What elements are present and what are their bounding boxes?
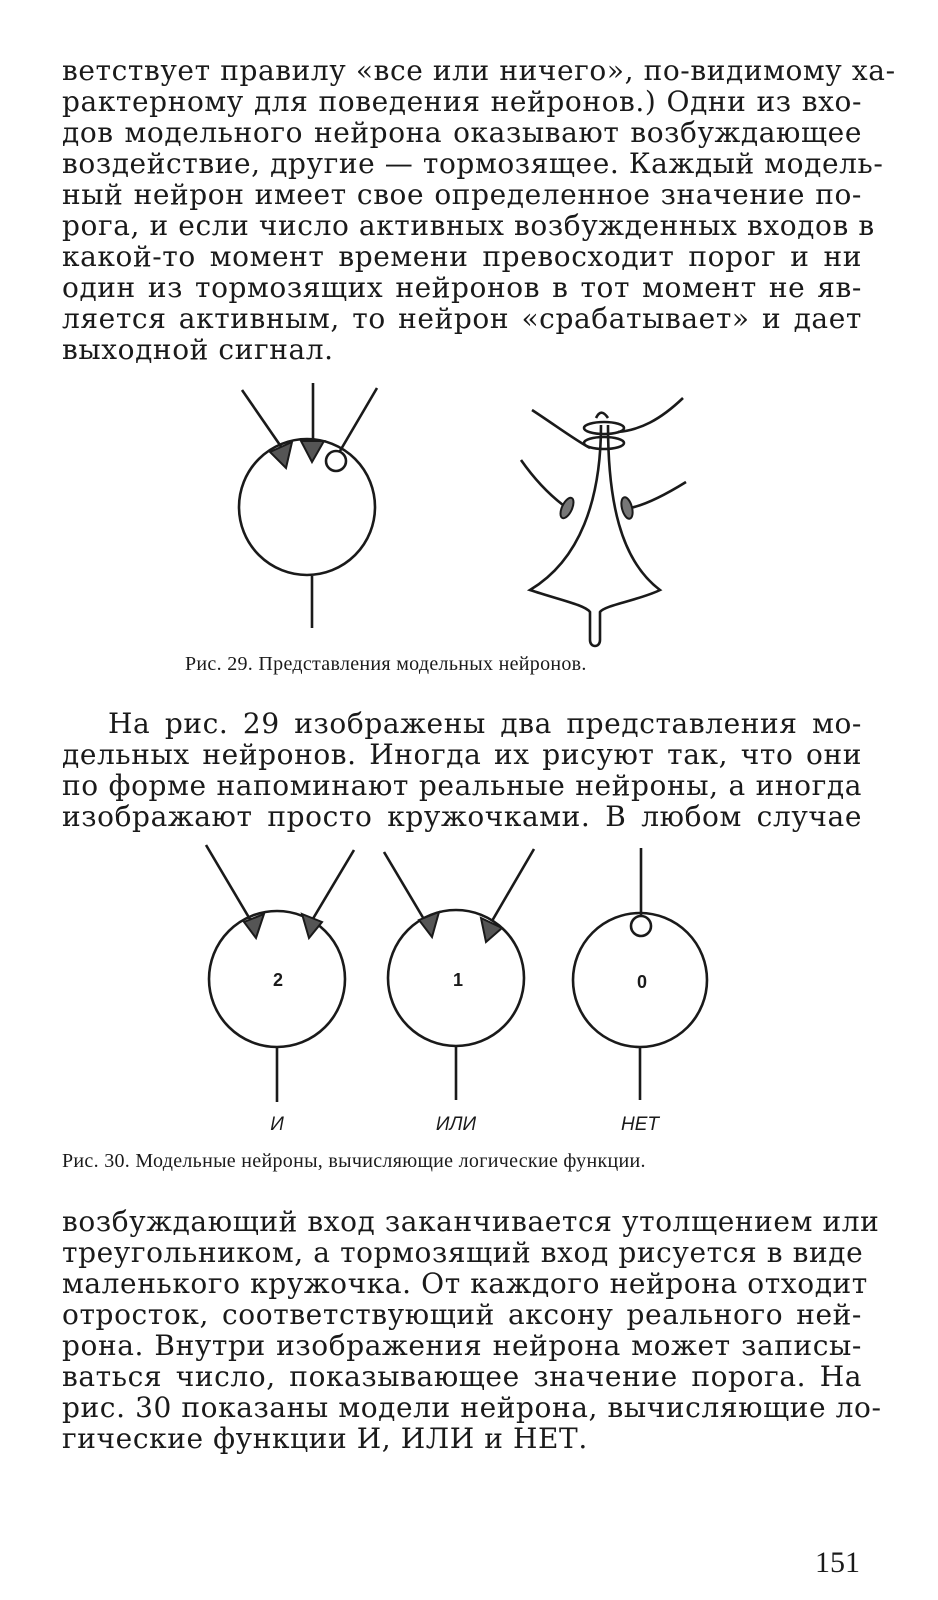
text-line: возбуждающий вход заканчивается утолщением или: [62, 1205, 880, 1238]
text-line: рона. Внутри изображения нейрона может записы-: [62, 1329, 862, 1362]
text-line: ляется активным, то нейрон «срабатывает» и дает: [62, 302, 862, 335]
input-fiber: [521, 460, 563, 505]
text-line: На рис. 29 изображены два представления мо-: [108, 707, 862, 740]
figure-30-caption: Рис. 30. Модельные нейроны, вычисляющие логические функции.: [62, 1150, 646, 1172]
text-line: дов модельного нейрона оказывают возбуждающее: [62, 116, 862, 149]
synapse-knob: [558, 496, 576, 520]
function-label-or: ИЛИ: [435, 1114, 477, 1135]
excitatory-input-line: [206, 845, 251, 921]
threshold-label: 1: [452, 970, 464, 990]
text-line: рис. 30 показаны модели нейрона, вычисляющие ло-: [62, 1391, 882, 1424]
threshold-label: 2: [272, 970, 284, 990]
text-line: по форме напоминают реальные нейроны, а иногда: [62, 769, 862, 802]
paragraph-3: [62, 1205, 882, 1455]
text-line: отросток, соответствующий аксону реального ней-: [62, 1298, 862, 1331]
text-line: треугольником, а тормозящий вход рисуется в виде: [62, 1236, 864, 1269]
text-line: какой-то момент времени превосходит порог и ни: [62, 240, 862, 273]
synapse-ring: [584, 422, 624, 434]
function-label-and: И: [270, 1114, 284, 1135]
inhibitory-input-line: [340, 388, 377, 451]
text-line: воздействие, другие — тормозящее. Каждый модель-: [62, 147, 884, 180]
text-line: изображают просто кружочками. В любом случае: [62, 800, 862, 833]
input-fiber: [618, 398, 683, 432]
excitatory-input-line: [242, 390, 282, 448]
realistic-neuron: [521, 398, 686, 646]
figure-30: [0, 840, 938, 1140]
text-line: маленького кружочка. От каждого нейрона отходит: [62, 1267, 868, 1300]
input-fiber: [532, 410, 590, 448]
excitatory-synapse-triangle: [301, 441, 324, 462]
neuron-body: [239, 439, 375, 575]
text-line: дельных нейронов. Иногда их рисуют так, что они: [62, 738, 862, 771]
text-line: ветствует правилу «все или ничего», по-видимому ха-: [62, 54, 896, 87]
dendrite-top: [596, 413, 608, 418]
text-line: ный нейрон имеет свое определенное значение по-: [62, 178, 862, 211]
text-line: рактерному для поведения нейронов.) Одни из вхо-: [62, 85, 862, 118]
paragraph-1: [62, 54, 896, 366]
synapse-knob: [619, 496, 634, 520]
excitatory-input-line: [492, 849, 534, 921]
figure-29-caption: Рис. 29. Представления модельных нейронов.: [185, 653, 587, 675]
excitatory-synapse-triangle: [481, 918, 502, 942]
input-fiber: [630, 482, 686, 508]
paragraph-2: [62, 708, 862, 832]
excitatory-input-line: [311, 850, 354, 922]
text-line: ваться число, показывающее значение порога. На: [62, 1360, 862, 1393]
neuron-body: [530, 425, 660, 646]
function-label-not: НЕТ: [621, 1114, 659, 1135]
text-line: выходной сигнал.: [62, 333, 334, 366]
inhibitory-synapse-circle: [631, 916, 651, 936]
figure-29: [0, 375, 938, 665]
inhibitory-synapse-circle: [326, 451, 346, 471]
excitatory-synapse-triangle: [302, 914, 322, 938]
page-number: 151: [815, 1546, 860, 1579]
text-line: один из тормозящих нейронов в тот момент не яв-: [62, 271, 862, 304]
text-line: гические функции И, ИЛИ и НЕТ.: [62, 1422, 588, 1455]
circle-neuron: [239, 383, 377, 628]
excitatory-input-line: [384, 852, 425, 921]
threshold-label: 0: [636, 972, 648, 992]
text-line: рога, и если число активных возбужденных входов в: [62, 209, 875, 242]
